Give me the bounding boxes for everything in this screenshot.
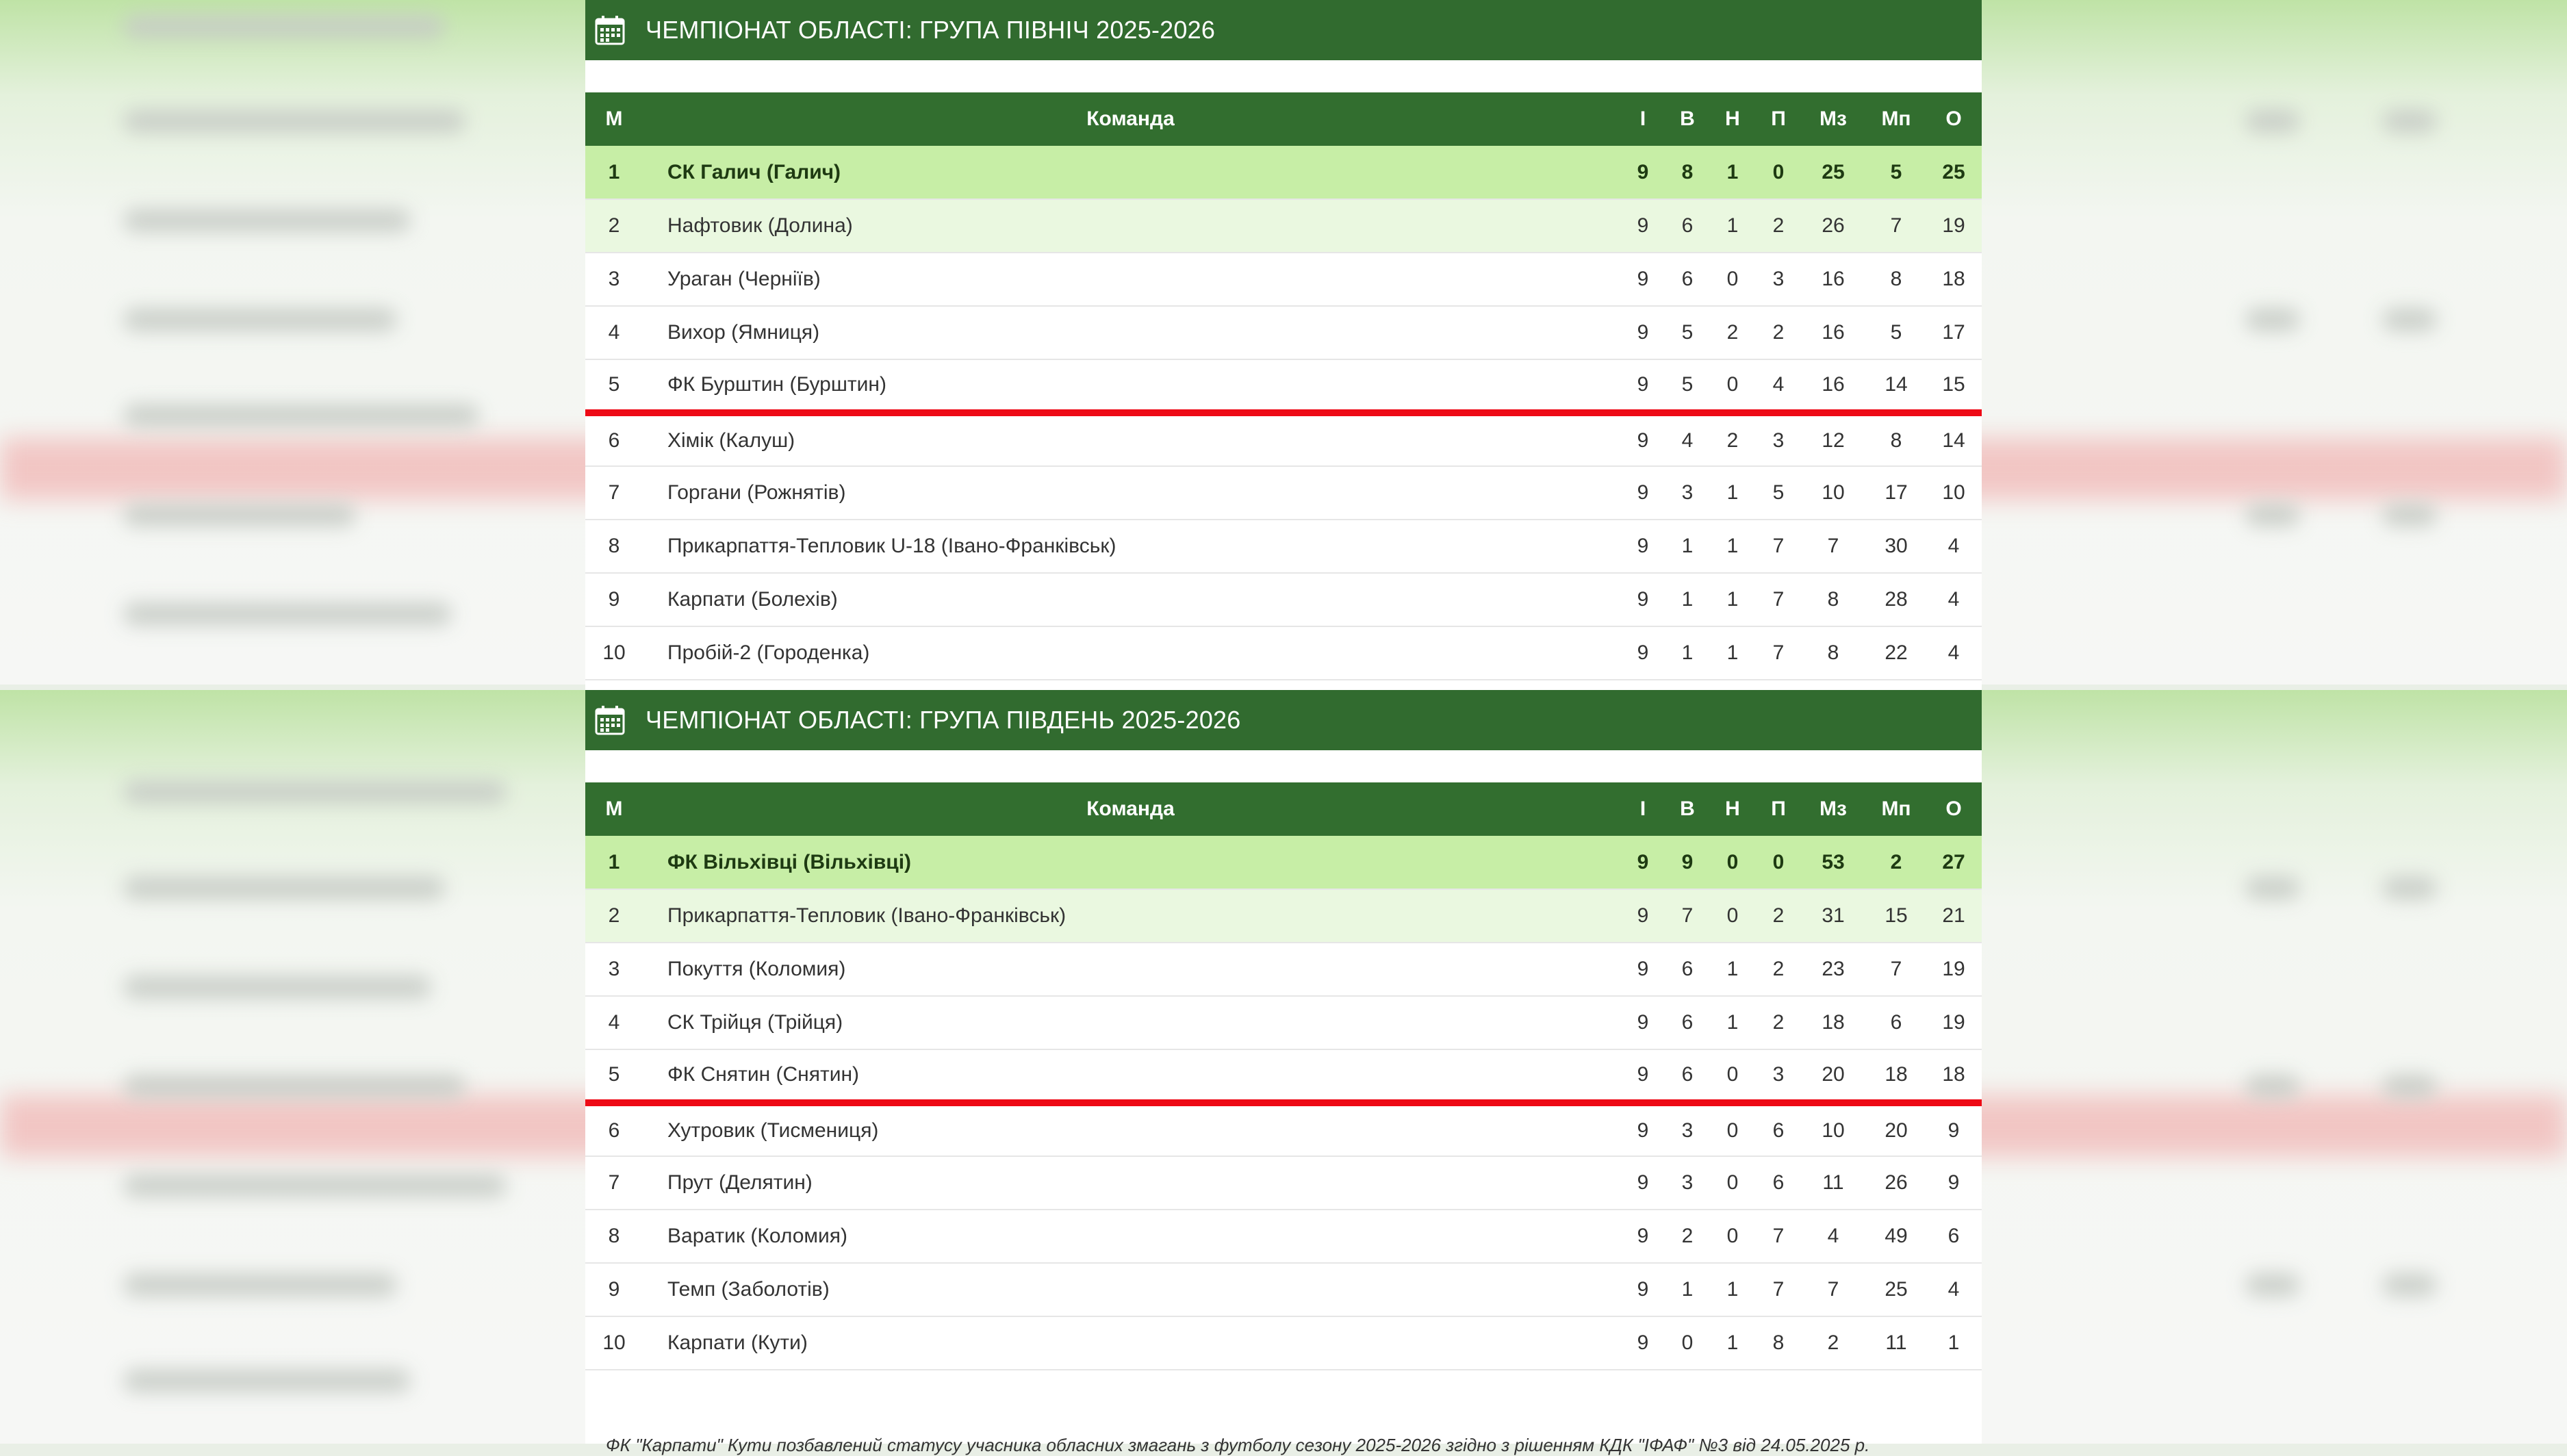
- header-played[interactable]: І: [1639, 107, 1646, 130]
- group-title: ЧЕМПІОНАТ ОБЛАСТІ: ГРУПА ПІВДЕНЬ 2025-2026: [646, 706, 1241, 734]
- background-blur: [2382, 308, 2437, 331]
- row-points: 4: [1926, 520, 1982, 573]
- row-draws: 1: [1708, 1316, 1757, 1370]
- row-draws: 1: [1708, 626, 1757, 680]
- row-goals-against: 2: [1867, 836, 1926, 889]
- row-played: 9: [1619, 413, 1667, 466]
- row-team[interactable]: Варатик (Коломия): [643, 1210, 1619, 1263]
- row-pos: 4: [585, 306, 643, 359]
- table-row: [585, 1103, 1982, 1156]
- header-losses[interactable]: П: [1771, 107, 1786, 130]
- table-header-row: [585, 92, 1982, 146]
- row-pos: 2: [585, 199, 643, 253]
- row-losses: 7: [1757, 1263, 1800, 1316]
- table-row: [585, 520, 1982, 573]
- row-team[interactable]: Прут (Делятин): [643, 1156, 1619, 1210]
- table-row: [585, 466, 1982, 520]
- row-goals-for: 16: [1800, 306, 1867, 359]
- header-goals-against[interactable]: Мп: [1881, 797, 1911, 820]
- row-played: 9: [1619, 889, 1667, 943]
- row-goals-for: 10: [1800, 1103, 1867, 1156]
- row-points: 18: [1926, 1049, 1982, 1103]
- header-team[interactable]: Команда: [1086, 797, 1175, 820]
- row-points: 4: [1926, 1263, 1982, 1316]
- row-goals-for: 23: [1800, 943, 1867, 996]
- row-points: 25: [1926, 146, 1982, 199]
- table-row: [585, 573, 1982, 626]
- row-goals-against: 25: [1867, 1263, 1926, 1316]
- row-played: 9: [1619, 466, 1667, 520]
- row-wins: 6: [1667, 996, 1708, 1049]
- row-wins: 5: [1667, 359, 1708, 413]
- row-losses: 2: [1757, 943, 1800, 996]
- row-goals-against: 28: [1867, 573, 1926, 626]
- row-wins: 6: [1667, 199, 1708, 253]
- background-blur: [123, 404, 479, 427]
- row-goals-against: 49: [1867, 1210, 1926, 1263]
- row-team[interactable]: СК Трійця (Трійця): [643, 996, 1619, 1049]
- row-wins: 7: [1667, 889, 1708, 943]
- row-draws: 1: [1708, 996, 1757, 1049]
- row-losses: 2: [1757, 306, 1800, 359]
- row-team[interactable]: Темп (Заболотів): [643, 1263, 1619, 1316]
- row-pos: 7: [585, 1156, 643, 1210]
- row-pos: 10: [585, 1316, 643, 1370]
- row-goals-against: 8: [1867, 413, 1926, 466]
- row-draws: 1: [1708, 1263, 1757, 1316]
- background-blur: [2382, 1075, 2437, 1098]
- row-points: 9: [1926, 1156, 1982, 1210]
- standings-table-south: [585, 782, 1982, 1370]
- row-losses: 8: [1757, 1316, 1800, 1370]
- row-points: 10: [1926, 466, 1982, 520]
- header-wins[interactable]: В: [1680, 797, 1695, 820]
- header-pos[interactable]: М: [605, 797, 623, 820]
- row-played: 9: [1619, 253, 1667, 306]
- background-blur: [2245, 503, 2300, 526]
- row-played: 9: [1619, 520, 1667, 573]
- row-pos: 9: [585, 573, 643, 626]
- row-goals-for: 53: [1800, 836, 1867, 889]
- standings-table-north: [585, 92, 1982, 680]
- background-blur: [123, 503, 356, 526]
- row-points: 15: [1926, 359, 1982, 413]
- row-team[interactable]: Хутровик (Тисмениця): [643, 1103, 1619, 1156]
- row-goals-for: 16: [1800, 359, 1867, 413]
- row-goals-for: 18: [1800, 996, 1867, 1049]
- row-losses: 5: [1757, 466, 1800, 520]
- row-goals-for: 20: [1800, 1049, 1867, 1103]
- group-title-bar: [585, 690, 1982, 750]
- background-blur: [2245, 1075, 2300, 1098]
- row-losses: 3: [1757, 253, 1800, 306]
- row-goals-against: 14: [1867, 359, 1926, 413]
- row-points: 14: [1926, 413, 1982, 466]
- header-points[interactable]: О: [1945, 797, 1962, 820]
- row-draws: 0: [1708, 1049, 1757, 1103]
- row-played: 9: [1619, 626, 1667, 680]
- row-goals-against: 15: [1867, 889, 1926, 943]
- row-goals-for: 7: [1800, 520, 1867, 573]
- row-losses: 7: [1757, 573, 1800, 626]
- row-played: 9: [1619, 1103, 1667, 1156]
- row-team[interactable]: Прикарпаття-Тепловик U-18 (Івано-Франківськ): [643, 520, 1619, 573]
- header-goals-for[interactable]: Мз: [1819, 797, 1847, 820]
- row-goals-against: 30: [1867, 520, 1926, 573]
- background-blur: [123, 1075, 465, 1098]
- table-row: [585, 1263, 1982, 1316]
- row-team[interactable]: Ураган (Черніїв): [643, 253, 1619, 306]
- row-draws: 0: [1708, 1210, 1757, 1263]
- row-draws: 1: [1708, 146, 1757, 199]
- header-goals-against[interactable]: Мп: [1881, 107, 1911, 130]
- table-row: [585, 1210, 1982, 1263]
- row-goals-against: 5: [1867, 306, 1926, 359]
- row-wins: 8: [1667, 146, 1708, 199]
- row-points: 4: [1926, 626, 1982, 680]
- row-team[interactable]: Покуття (Коломия): [643, 943, 1619, 996]
- background-blur: [123, 1369, 411, 1392]
- row-draws: 0: [1708, 1103, 1757, 1156]
- row-points: 6: [1926, 1210, 1982, 1263]
- row-wins: 6: [1667, 253, 1708, 306]
- row-goals-against: 17: [1867, 466, 1926, 520]
- row-pos: 1: [585, 146, 643, 199]
- background-blur: [123, 975, 431, 999]
- background-blur: [123, 209, 411, 232]
- header-wins[interactable]: В: [1680, 107, 1695, 130]
- row-pos: 5: [585, 359, 643, 413]
- row-team[interactable]: Нафтовик (Долина): [643, 199, 1619, 253]
- row-played: 9: [1619, 1316, 1667, 1370]
- background-blur: [123, 308, 397, 331]
- row-pos: 5: [585, 1049, 643, 1103]
- row-points: 18: [1926, 253, 1982, 306]
- row-pos: 3: [585, 943, 643, 996]
- row-wins: 3: [1667, 1103, 1708, 1156]
- row-played: 9: [1619, 1210, 1667, 1263]
- row-losses: 7: [1757, 1210, 1800, 1263]
- background-blur: [123, 780, 507, 804]
- row-draws: 1: [1708, 199, 1757, 253]
- group-title: ЧЕМПІОНАТ ОБЛАСТІ: ГРУПА ПІВНІЧ 2025-2026: [646, 16, 1216, 44]
- row-goals-for: 31: [1800, 889, 1867, 943]
- background-blur: [2245, 110, 2300, 133]
- row-pos: 6: [585, 1103, 643, 1156]
- row-wins: 9: [1667, 836, 1708, 889]
- row-losses: 0: [1757, 146, 1800, 199]
- row-losses: 2: [1757, 996, 1800, 1049]
- row-losses: 7: [1757, 520, 1800, 573]
- row-pos: 6: [585, 413, 643, 466]
- row-draws: 0: [1708, 836, 1757, 889]
- table-row: [585, 996, 1982, 1049]
- table-row: [585, 889, 1982, 943]
- row-pos: 9: [585, 1263, 643, 1316]
- row-draws: 0: [1708, 889, 1757, 943]
- background-blur: [123, 602, 452, 626]
- row-goals-against: 11: [1867, 1316, 1926, 1370]
- row-pos: 3: [585, 253, 643, 306]
- row-goals-for: 12: [1800, 413, 1867, 466]
- table-row: [585, 943, 1982, 996]
- table-row: [585, 1156, 1982, 1210]
- row-draws: 2: [1708, 413, 1757, 466]
- row-pos: 2: [585, 889, 643, 943]
- row-losses: 2: [1757, 889, 1800, 943]
- row-goals-against: 8: [1867, 253, 1926, 306]
- row-draws: 0: [1708, 253, 1757, 306]
- background-blur: [2382, 503, 2437, 526]
- row-wins: 2: [1667, 1210, 1708, 1263]
- background-blur: [123, 1174, 507, 1197]
- row-points: 17: [1926, 306, 1982, 359]
- row-draws: 2: [1708, 306, 1757, 359]
- row-team[interactable]: Горгани (Рожнятів): [643, 466, 1619, 520]
- row-pos: 7: [585, 466, 643, 520]
- row-goals-for: 11: [1800, 1156, 1867, 1210]
- row-goals-for: 25: [1800, 146, 1867, 199]
- row-pos: 8: [585, 520, 643, 573]
- row-played: 9: [1619, 1049, 1667, 1103]
- row-draws: 0: [1708, 359, 1757, 413]
- row-wins: 1: [1667, 1263, 1708, 1316]
- row-team[interactable]: ФК Бурштин (Бурштин): [643, 359, 1619, 413]
- row-wins: 3: [1667, 1156, 1708, 1210]
- row-points: 19: [1926, 996, 1982, 1049]
- background-blur: [2245, 1273, 2300, 1297]
- table-header-row: [585, 782, 1982, 836]
- calendar-icon: [593, 14, 626, 47]
- row-points: 4: [1926, 573, 1982, 626]
- table-row: [585, 199, 1982, 253]
- row-team[interactable]: Пробій-2 (Городенка): [643, 626, 1619, 680]
- background-blur: [123, 876, 445, 899]
- row-played: 9: [1619, 199, 1667, 253]
- row-draws: 1: [1708, 573, 1757, 626]
- row-losses: 3: [1757, 1049, 1800, 1103]
- row-goals-against: 22: [1867, 626, 1926, 680]
- table-row: [585, 306, 1982, 359]
- disqualification-note: ФК "Карпати" Кути позбавлений статусу учасника обласних змагань з футболу сезону 2025-2026 згідно з рішенням КДК "ІФАФ" №3 від 24.05.2025 р.: [606, 1435, 1870, 1455]
- row-played: 9: [1619, 359, 1667, 413]
- row-draws: 1: [1708, 520, 1757, 573]
- header-losses[interactable]: П: [1771, 797, 1786, 820]
- row-played: 9: [1619, 1263, 1667, 1316]
- table-row: [585, 253, 1982, 306]
- standings-panel-south: [585, 690, 1982, 1455]
- row-wins: 1: [1667, 626, 1708, 680]
- row-losses: 6: [1757, 1103, 1800, 1156]
- row-wins: 5: [1667, 306, 1708, 359]
- row-wins: 4: [1667, 413, 1708, 466]
- row-goals-against: 7: [1867, 943, 1926, 996]
- background-blur: [2245, 308, 2300, 331]
- row-played: 9: [1619, 146, 1667, 199]
- row-team[interactable]: СК Галич (Галич): [643, 146, 1619, 199]
- row-losses: 4: [1757, 359, 1800, 413]
- row-played: 9: [1619, 573, 1667, 626]
- row-team[interactable]: Вихор (Ямниця): [643, 306, 1619, 359]
- row-wins: 6: [1667, 943, 1708, 996]
- row-goals-for: 8: [1800, 573, 1867, 626]
- row-pos: 10: [585, 626, 643, 680]
- background-blur: [123, 110, 465, 133]
- table-row: [585, 1049, 1982, 1103]
- row-points: 9: [1926, 1103, 1982, 1156]
- row-draws: 0: [1708, 1156, 1757, 1210]
- row-draws: 1: [1708, 943, 1757, 996]
- row-goals-against: 20: [1867, 1103, 1926, 1156]
- row-goals-against: 7: [1867, 199, 1926, 253]
- header-played[interactable]: І: [1639, 797, 1646, 820]
- row-team[interactable]: Карпати (Кути): [643, 1316, 1619, 1370]
- row-losses: 7: [1757, 626, 1800, 680]
- header-draws[interactable]: Н: [1725, 107, 1740, 130]
- table-row: [585, 146, 1982, 199]
- row-losses: 3: [1757, 413, 1800, 466]
- background-blur: [2382, 876, 2437, 899]
- table-row: [585, 626, 1982, 680]
- row-goals-for: 26: [1800, 199, 1867, 253]
- row-points: 19: [1926, 943, 1982, 996]
- row-goals-against: 6: [1867, 996, 1926, 1049]
- header-team[interactable]: Команда: [1086, 107, 1175, 130]
- row-pos: 1: [585, 836, 643, 889]
- row-draws: 1: [1708, 466, 1757, 520]
- header-points[interactable]: О: [1945, 107, 1962, 130]
- row-played: 9: [1619, 943, 1667, 996]
- row-goals-against: 5: [1867, 146, 1926, 199]
- row-pos: 8: [585, 1210, 643, 1263]
- row-pos: 4: [585, 996, 643, 1049]
- row-played: 9: [1619, 836, 1667, 889]
- row-points: 21: [1926, 889, 1982, 943]
- row-losses: 6: [1757, 1156, 1800, 1210]
- row-points: 27: [1926, 836, 1982, 889]
- table-row: [585, 1316, 1982, 1370]
- header-goals-for[interactable]: Мз: [1819, 107, 1847, 130]
- row-team[interactable]: Прикарпаття-Тепловик (Івано-Франківськ): [643, 889, 1619, 943]
- row-wins: 0: [1667, 1316, 1708, 1370]
- standings-panel-north: [585, 0, 1982, 690]
- row-points: 1: [1926, 1316, 1982, 1370]
- row-points: 19: [1926, 199, 1982, 253]
- background-blur: [2382, 110, 2437, 133]
- row-team[interactable]: ФК Снятин (Снятин): [643, 1049, 1619, 1103]
- row-team[interactable]: Хімік (Калуш): [643, 413, 1619, 466]
- row-goals-for: 16: [1800, 253, 1867, 306]
- row-goals-for: 8: [1800, 626, 1867, 680]
- row-goals-for: 2: [1800, 1316, 1867, 1370]
- row-losses: 2: [1757, 199, 1800, 253]
- table-row: [585, 359, 1982, 413]
- row-team[interactable]: Карпати (Болехів): [643, 573, 1619, 626]
- group-title-bar: [585, 0, 1982, 60]
- row-wins: 3: [1667, 466, 1708, 520]
- background-blur: [2382, 1273, 2437, 1297]
- table-row: [585, 413, 1982, 466]
- row-goals-for: 7: [1800, 1263, 1867, 1316]
- row-wins: 1: [1667, 520, 1708, 573]
- background-blur: [123, 1273, 397, 1297]
- row-team[interactable]: ФК Вільхівці (Вільхівці): [643, 836, 1619, 889]
- row-goals-against: 26: [1867, 1156, 1926, 1210]
- row-losses: 0: [1757, 836, 1800, 889]
- row-goals-for: 10: [1800, 466, 1867, 520]
- row-wins: 1: [1667, 573, 1708, 626]
- background-blur: [123, 15, 445, 38]
- table-row: [585, 836, 1982, 889]
- row-played: 9: [1619, 996, 1667, 1049]
- calendar-icon: [593, 704, 626, 737]
- row-wins: 6: [1667, 1049, 1708, 1103]
- row-goals-against: 18: [1867, 1049, 1926, 1103]
- header-draws[interactable]: Н: [1725, 797, 1740, 820]
- header-pos[interactable]: М: [605, 107, 623, 130]
- row-played: 9: [1619, 306, 1667, 359]
- row-played: 9: [1619, 1156, 1667, 1210]
- background-blur: [2245, 876, 2300, 899]
- row-goals-for: 4: [1800, 1210, 1867, 1263]
